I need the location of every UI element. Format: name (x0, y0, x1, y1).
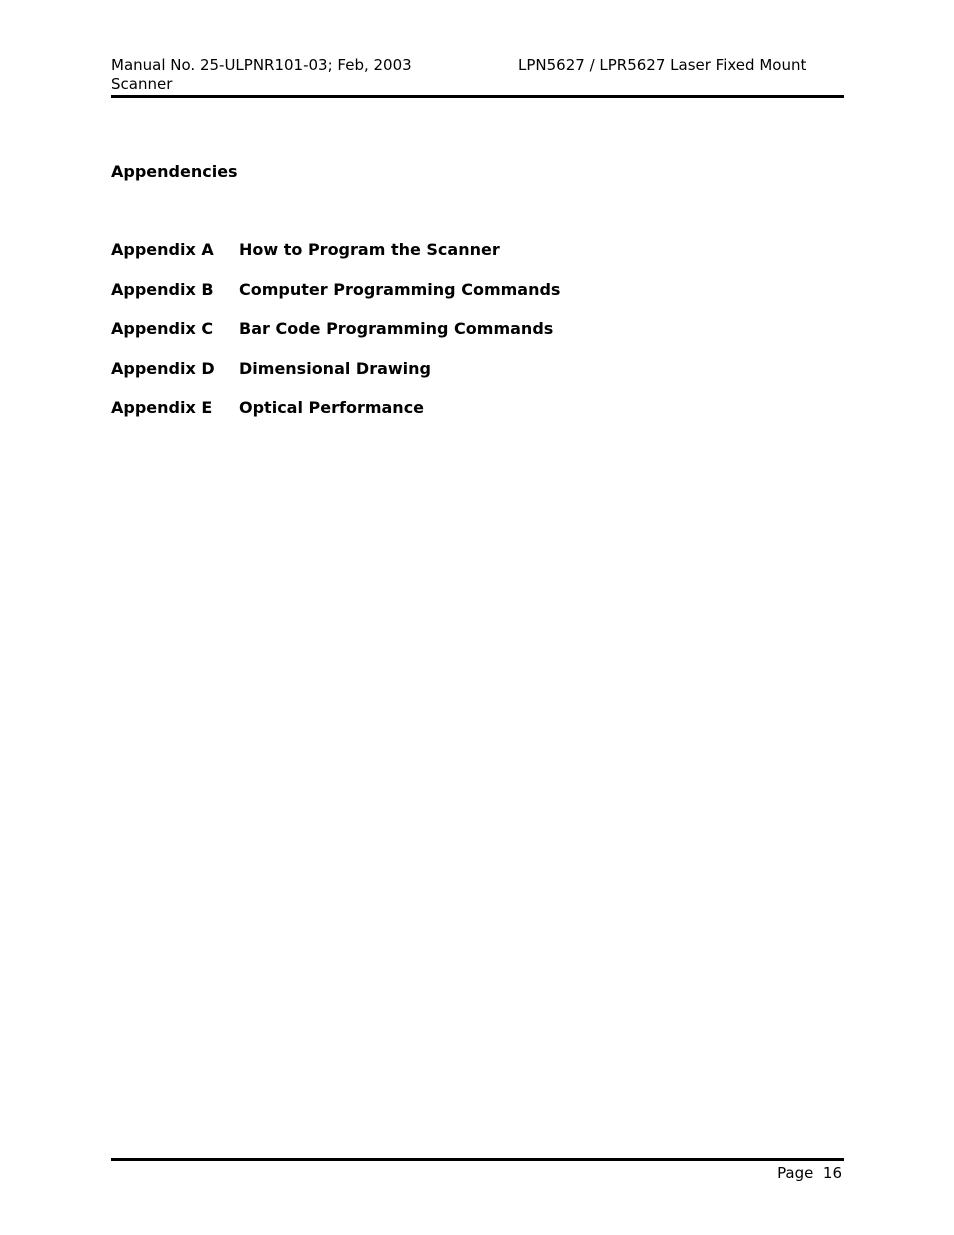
appendix-row-c (111, 318, 711, 358)
appendix-list (111, 239, 711, 437)
manual-number: Manual No. 25-ULPNR101-03; Feb, 2003 (111, 56, 412, 74)
appendix-title: Bar Code Programming Commands (239, 319, 554, 338)
appendix-title: Computer Programming Commands (239, 279, 561, 299)
section-title: Appendencies (111, 162, 238, 181)
page-header (111, 56, 844, 96)
appendix-label: Appendix B (111, 279, 214, 299)
appendix-title: Dimensional Drawing (239, 358, 431, 378)
product-title: LPN5627 / LPR5627 Laser Fixed Mount (518, 56, 807, 74)
appendix-row-d (111, 358, 711, 398)
appendix-label: Appendix A (111, 240, 214, 259)
manual-subtitle: Scanner (111, 75, 173, 93)
appendix-label: Appendix E (111, 398, 213, 417)
appendix-label: Appendix D (111, 358, 215, 378)
appendix-title: How to Program the Scanner (239, 240, 500, 259)
appendix-row-a (111, 239, 711, 279)
appendix-title: Optical Performance (239, 398, 425, 417)
appendix-row-e (111, 397, 711, 437)
header-divider (111, 95, 844, 98)
appendix-row-b (111, 279, 711, 319)
page-number: Page 16 (777, 1164, 842, 1182)
appendix-label: Appendix C (111, 319, 214, 338)
footer-divider (111, 1158, 844, 1161)
